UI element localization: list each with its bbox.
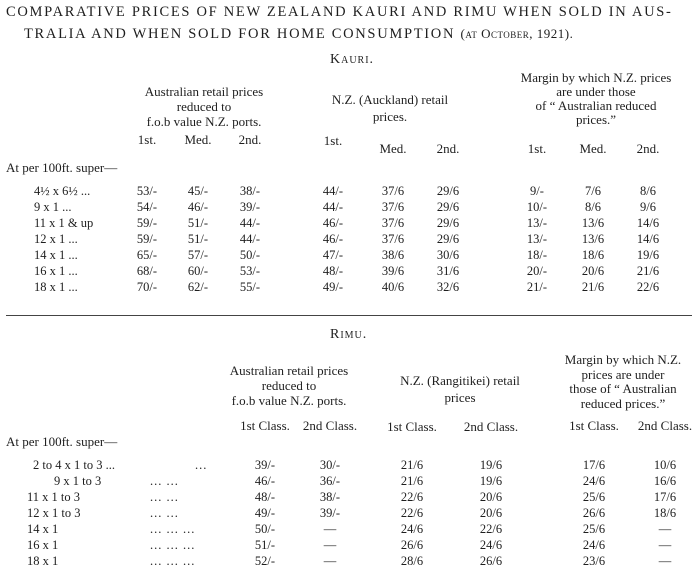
kauri-margin-cell: 9/6: [640, 200, 656, 214]
document-title-date: (at October, 1921).: [460, 26, 574, 41]
kauri-row-size: 11 x 1 & up: [34, 216, 94, 230]
kauri-row-size: 9 x 1 ...: [34, 200, 72, 214]
document-title-line-2-text: TRALIA AND WHEN SOLD FOR HOME CONSUMPTION: [24, 26, 456, 42]
rimu-row-leaders: ... ... ...: [150, 538, 196, 552]
kauri-margin-col-header: 1st.: [527, 141, 547, 156]
rimu-row-label: At per 100ft. super—: [6, 434, 118, 449]
kauri-margin-cell: 13/-: [526, 232, 548, 246]
rimu-aus-cell: 39/-: [319, 506, 341, 520]
kauri-aus-cell: 51/-: [187, 232, 209, 246]
rimu-nz-cell: 19/6: [479, 474, 503, 488]
kauri-aus-cell: 50/-: [239, 248, 261, 262]
kauri-aus-cell: 44/-: [239, 216, 261, 230]
kauri-aus-col-header: 2nd.: [238, 132, 262, 147]
kauri-margin-cell: 9/-: [530, 184, 544, 198]
rimu-margin-cell: 18/6: [653, 506, 677, 520]
kauri-margin-cell: 21/-: [526, 280, 548, 294]
rimu-row-leaders: ... ...: [150, 474, 179, 488]
kauri-row-label: At per 100ft. super—: [6, 160, 118, 175]
kauri-aus-header-line: f.o.b value N.Z. ports.: [146, 114, 262, 129]
kauri-nz-cell: 29/6: [436, 216, 460, 230]
kauri-margin-cell: 10/-: [526, 200, 548, 214]
rimu-row-size: 2 to 4 x 1 to 3 ...: [33, 458, 115, 472]
kauri-nz-cell: 46/-: [322, 216, 344, 230]
kauri-aus-cell: 53/-: [136, 184, 158, 198]
kauri-aus-cell: 54/-: [136, 200, 158, 214]
kauri-nz-cell: 30/6: [436, 248, 460, 262]
rimu-nz-cell: 22/6: [400, 490, 424, 504]
kauri-row-size: 4½ x 6½ ...: [34, 184, 91, 198]
kauri-margin-cell: 8/6: [640, 184, 656, 198]
kauri-margin-cell: 13/-: [526, 216, 548, 230]
kauri-row-size: 14 x 1 ...: [34, 248, 78, 262]
kauri-aus-cell: 53/-: [239, 264, 261, 278]
kauri-nz-cell: 39/6: [381, 264, 405, 278]
rimu-nz-col-header: 1st Class.: [387, 419, 437, 434]
rimu-aus-cell: 46/-: [254, 474, 276, 488]
rimu-aus-cell: 52/-: [254, 554, 276, 568]
kauri-margin-cell: 8/6: [585, 200, 601, 214]
kauri-aus-cell: 65/-: [136, 248, 158, 262]
rimu-margin-cell: 24/6: [582, 474, 606, 488]
rimu-aus-header-line: reduced to: [261, 378, 317, 393]
kauri-nz-cell: 29/6: [436, 232, 460, 246]
document-title-line-2: [24, 23, 700, 45]
kauri-margin-cell: 22/6: [636, 280, 660, 294]
kauri-nz-col-header: 2nd.: [436, 141, 460, 156]
rimu-margin-cell: 25/6: [582, 522, 606, 536]
kauri-aus-cell: 59/-: [136, 232, 158, 246]
rimu-margin-cell: 10/6: [653, 458, 677, 472]
rimu-margin-cell: 17/6: [653, 490, 677, 504]
kauri-nz-cell: 37/6: [381, 216, 405, 230]
rimu-aus-cell: 39/-: [254, 458, 276, 472]
rimu-nz-cell: 24/6: [400, 522, 424, 536]
rimu-margin-header-line: Margin by which N.Z.: [564, 352, 682, 367]
rimu-aus-cell: —: [323, 554, 337, 568]
rimu-aus-cell: 51/-: [254, 538, 276, 552]
rimu-nz-cell: 24/6: [479, 538, 503, 552]
kauri-margin-header-line: Margin by which N.Z. prices: [520, 70, 672, 85]
kauri-margin-col-header: Med.: [579, 141, 607, 156]
kauri-margin-cell: 13/6: [581, 232, 605, 246]
kauri-margin-cell: 19/6: [636, 248, 660, 262]
kauri-margin-cell: 21/6: [581, 280, 605, 294]
kauri-aus-cell: 70/-: [136, 280, 158, 294]
rimu-nz-cell: 20/6: [479, 490, 503, 504]
kauri-margin-cell: 14/6: [636, 216, 660, 230]
rimu-row-size: 18 x 1: [27, 554, 59, 568]
kauri-nz-cell: 44/-: [322, 184, 344, 198]
rimu-row-size: 11 x 1 to 3: [27, 490, 81, 504]
rimu-margin-cell: 16/6: [653, 474, 677, 488]
rimu-nz-cell: 21/6: [400, 458, 424, 472]
kauri-nz-cell: 44/-: [322, 200, 344, 214]
rimu-aus-cell: 48/-: [254, 490, 276, 504]
kauri-aus-cell: 51/-: [187, 216, 209, 230]
kauri-aus-cell: 44/-: [239, 232, 261, 246]
kauri-nz-cell: 38/6: [381, 248, 405, 262]
kauri-margin-cell: 21/6: [636, 264, 660, 278]
rimu-nz-cell: 20/6: [479, 506, 503, 520]
kauri-nz-header-line: prices.: [372, 109, 408, 124]
rimu-margin-cell: 24/6: [582, 538, 606, 552]
kauri-aus-col-header: Med.: [184, 132, 212, 147]
kauri-nz-cell: 37/6: [381, 232, 405, 246]
kauri-aus-cell: 46/-: [187, 200, 209, 214]
rimu-nz-cell: 26/6: [479, 554, 503, 568]
kauri-margin-col-header: 2nd.: [636, 141, 660, 156]
rimu-margin-col-header: 1st Class.: [569, 418, 619, 433]
rimu-margin-cell: —: [658, 554, 672, 568]
kauri-row-size: 18 x 1 ...: [34, 280, 78, 294]
rimu-aus-col-header: 1st Class.: [240, 418, 290, 433]
rimu-heading: Rimu.: [330, 327, 368, 342]
rimu-aus-cell: 36/-: [319, 474, 341, 488]
kauri-aus-header-line: Australian retail prices: [144, 84, 264, 99]
rimu-margin-cell: 26/6: [582, 506, 606, 520]
kauri-nz-cell: 48/-: [322, 264, 344, 278]
rimu-row-leaders: ...: [195, 458, 208, 472]
rimu-nz-cell: 21/6: [400, 474, 424, 488]
rimu-margin-cell: 23/6: [582, 554, 606, 568]
rimu-aus-cell: 38/-: [319, 490, 341, 504]
rimu-aus-header-line: Australian retail prices: [229, 363, 349, 378]
kauri-aus-cell: 60/-: [187, 264, 209, 278]
kauri-margin-cell: 18/6: [581, 248, 605, 262]
kauri-margin-header-line: are under those: [556, 84, 636, 99]
rimu-row-leaders: ... ... ...: [150, 522, 196, 536]
rimu-row-leaders: ... ... ...: [150, 554, 196, 568]
kauri-nz-cell: 46/-: [322, 232, 344, 246]
kauri-row-size: 12 x 1 ...: [34, 232, 78, 246]
kauri-nz-col-header: Med.: [379, 141, 407, 156]
rimu-row-leaders: ... ...: [150, 506, 179, 520]
kauri-margin-cell: 18/-: [526, 248, 548, 262]
rimu-nz-cell: 22/6: [400, 506, 424, 520]
kauri-nz-cell: 49/-: [322, 280, 344, 294]
kauri-aus-cell: 68/-: [136, 264, 158, 278]
kauri-aus-cell: 45/-: [187, 184, 209, 198]
rimu-margin-cell: 17/6: [582, 458, 606, 472]
rimu-row-size: 16 x 1: [27, 538, 59, 552]
kauri-margin-cell: 7/6: [585, 184, 601, 198]
kauri-nz-cell: 40/6: [381, 280, 405, 294]
kauri-nz-cell: 29/6: [436, 200, 460, 214]
kauri-nz-cell: 31/6: [436, 264, 460, 278]
rimu-margin-header-line: reduced prices.”: [580, 395, 666, 411]
kauri-aus-cell: 39/-: [239, 200, 261, 214]
kauri-aus-cell: 57/-: [187, 248, 209, 262]
kauri-margin-cell: 20/-: [526, 264, 548, 278]
kauri-nz-cell: 47/-: [322, 248, 344, 262]
kauri-margin-header-line: of “ Australian reduced: [535, 98, 657, 113]
rimu-nz-header-line: N.Z. (Rangitikei) retail: [400, 373, 520, 388]
rimu-row-size: 12 x 1 to 3: [27, 506, 81, 520]
rimu-margin-cell: —: [658, 522, 672, 536]
rimu-row-size: 9 x 1 to 3: [54, 474, 102, 488]
kauri-nz-cell: 37/6: [381, 184, 405, 198]
kauri-row-size: 16 x 1 ...: [34, 264, 78, 278]
kauri-aus-col-header: 1st.: [137, 132, 157, 147]
kauri-aus-cell: 38/-: [239, 184, 261, 198]
rimu-aus-cell: 30/-: [319, 458, 341, 472]
rimu-nz-cell: 22/6: [479, 522, 503, 536]
kauri-aus-cell: 62/-: [187, 280, 209, 294]
rimu-aus-cell: 50/-: [254, 522, 276, 536]
rimu-aus-cell: —: [323, 538, 337, 552]
rimu-nz-col-header: 2nd Class.: [463, 419, 519, 434]
rimu-margin-cell: —: [658, 538, 672, 552]
rimu-margin-header-line: prices are under: [581, 366, 665, 382]
rimu-aus-col-header: 2nd Class.: [302, 418, 358, 433]
rimu-row-leaders: ... ...: [150, 490, 179, 504]
kauri-nz-col-header: 1st.: [323, 133, 343, 148]
section-divider: [6, 315, 692, 316]
rimu-aus-cell: —: [323, 522, 337, 536]
rimu-margin-col-header: 2nd Class.: [637, 418, 693, 433]
kauri-heading: Kauri.: [330, 52, 375, 67]
kauri-aus-cell: 59/-: [136, 216, 158, 230]
rimu-margin-header-line: those of “ Australian: [569, 381, 677, 396]
kauri-nz-header-line: N.Z. (Auckland) retail: [331, 92, 449, 107]
kauri-margin-cell: 20/6: [581, 264, 605, 278]
rimu-margin-cell: 25/6: [582, 490, 606, 504]
rimu-nz-cell: 19/6: [479, 458, 503, 472]
kauri-margin-header-line: prices.”: [575, 112, 617, 127]
rimu-aus-cell: 49/-: [254, 506, 276, 520]
document-title-line-1: COMPARATIVE PRICES OF NEW ZEALAND KAURI AND RIMU WHEN SOLD IN AUS-: [6, 4, 673, 20]
rimu-nz-cell: 28/6: [400, 554, 424, 568]
rimu-row-size: 14 x 1: [27, 522, 59, 536]
kauri-nz-cell: 37/6: [381, 200, 405, 214]
kauri-aus-header-line: reduced to: [176, 99, 232, 114]
kauri-nz-cell: 32/6: [436, 280, 460, 294]
kauri-margin-cell: 14/6: [636, 232, 660, 246]
kauri-aus-cell: 55/-: [239, 280, 261, 294]
rimu-nz-cell: 26/6: [400, 538, 424, 552]
rimu-aus-header-line: f.o.b value N.Z. ports.: [231, 393, 347, 408]
kauri-nz-cell: 29/6: [436, 184, 460, 198]
kauri-margin-cell: 13/6: [581, 216, 605, 230]
rimu-nz-header-line: prices: [444, 390, 476, 405]
